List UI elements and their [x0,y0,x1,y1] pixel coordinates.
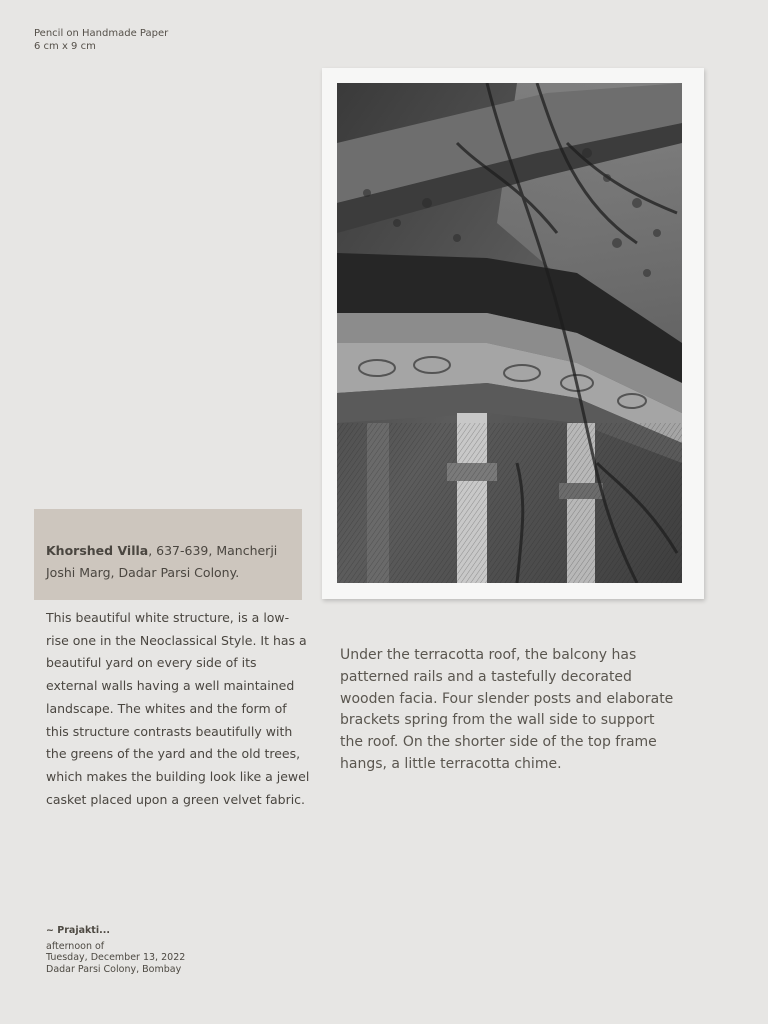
description-left: This beautiful white structure, is a low-rise one in the Neoclassical Style. It has a beautiful yard on every side of its external walls having a well maintained landscape. The whites and the form of this structure contrasts beautifully with the greens of the yard and the old trees, which makes the building look like a jewel casket placed upon a green velvet fabric. [46,610,310,807]
pencil-sketch-image [337,83,682,583]
artwork-size: 6 cm x 9 cm [34,41,96,52]
artwork-details [34,27,168,53]
date: Tuesday, December 13, 2022 [46,952,186,963]
time-of-day: afternoon of [46,940,105,952]
author-name: ~ Prajakti... [46,925,110,936]
building-address: , 637-639, Mancherji Joshi Marg, Dadar Parsi Colony. [46,543,278,580]
artwork-medium: Pencil on Handmade Paper [34,28,169,39]
location: Dadar Parsi Colony, Bombay [46,963,182,975]
building-name: Khorshed Villa [46,543,149,558]
signature-block [46,925,185,975]
artwork-frame [322,68,704,599]
caption-box [34,509,302,600]
description-right: Under the terracotta roof, the balcony has patterned rails and a tastefully decorated wooden facia. Four slender posts and elaborate brackets spring from the wall side to support the roof. On the shorter side of the top frame hangs, a little terracotta chime. [340,647,674,772]
